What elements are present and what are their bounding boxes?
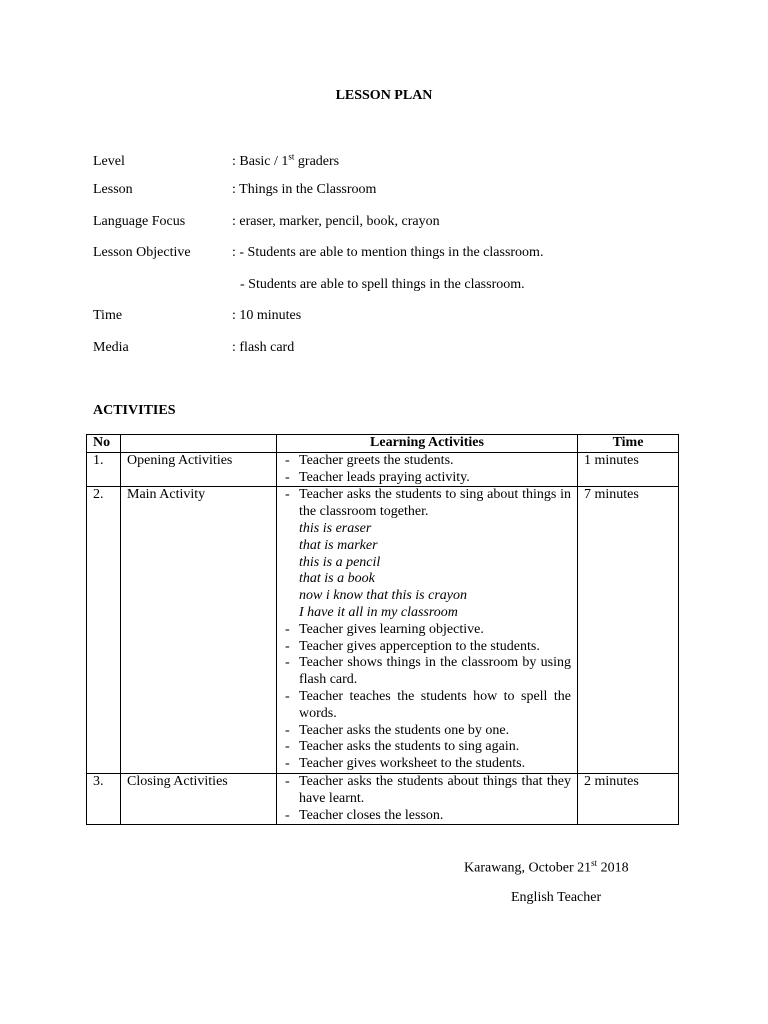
- activities-table: [86, 434, 679, 825]
- activity-item: - Teacher shows things in the classroom by using flash card.: [283, 655, 571, 689]
- objective-label: Lesson Objective: [93, 245, 191, 260]
- media-label: Media: [93, 340, 129, 355]
- header-stage: [121, 435, 277, 453]
- objective-value-1: : - Students are able to mention things in the classroom.: [232, 245, 544, 260]
- lyric-line: now i know that this is crayon: [299, 588, 467, 604]
- activity-item: - Teacher teaches the students how to spell the words.: [283, 689, 571, 723]
- activity-item: - Teacher asks the students to sing again.: [283, 739, 571, 756]
- focus-label: Language Focus: [93, 214, 186, 229]
- table-row: [87, 773, 679, 824]
- song-lyrics: [299, 521, 571, 622]
- objective-value-2: - Students are able to spell things in the classroom.: [240, 277, 525, 292]
- activity-item: - Teacher closes the lesson.: [283, 808, 571, 825]
- row-time: 2 minutes: [578, 773, 679, 824]
- header-time: Time: [578, 435, 679, 453]
- song-intro: Teacher asks the students to sing about things in the classroom together.: [299, 487, 571, 520]
- header-no: No: [87, 435, 121, 453]
- info-media: [93, 340, 294, 356]
- document-title: LESSON PLAN: [335, 88, 433, 103]
- level-value: : Basic / 1st graders: [232, 151, 340, 169]
- row-stage: Closing Activities: [121, 773, 277, 824]
- row-time: 7 minutes: [578, 487, 679, 774]
- row-activities: [277, 452, 578, 487]
- signer-role: English Teacher: [511, 890, 602, 905]
- row-number: 1.: [87, 452, 121, 487]
- lesson-label: Lesson: [93, 182, 133, 197]
- header-learning-activities: Learning Activities: [277, 435, 578, 453]
- info-level: [93, 151, 339, 170]
- activity-item: - Teacher leads praying activity.: [283, 470, 571, 487]
- row-activities: [277, 773, 578, 824]
- table-header-row: [87, 435, 679, 453]
- activity-item: - Teacher greets the students.: [283, 453, 571, 470]
- lyric-line: this is a pencil: [299, 554, 381, 570]
- activity-item: [283, 487, 571, 621]
- info-objective: [93, 245, 543, 261]
- activity-item: - Teacher asks the students one by one.: [283, 723, 571, 740]
- activity-item: - Teacher asks the students about things that they have learnt.: [283, 774, 571, 808]
- table-row: [87, 452, 679, 487]
- row-stage: Main Activity: [121, 487, 277, 774]
- lyric-line: I have it all in my classroom: [299, 604, 458, 620]
- activities-heading: ACTIVITIES: [93, 403, 176, 418]
- media-value: : flash card: [232, 340, 295, 355]
- lyric-line: that is marker: [299, 537, 378, 553]
- row-stage: Opening Activities: [121, 452, 277, 487]
- lyric-line: this is eraser: [299, 520, 372, 536]
- activity-item: - Teacher gives learning objective.: [283, 622, 571, 639]
- row-number: 3.: [87, 773, 121, 824]
- info-language-focus: [93, 214, 440, 230]
- activity-item: - Teacher gives apperception to the students.: [283, 639, 571, 656]
- row-time: 1 minutes: [578, 452, 679, 487]
- level-label: Level: [93, 153, 125, 169]
- table-row: [87, 487, 679, 774]
- place-date: Karawang, October 21st 2018: [464, 858, 629, 876]
- focus-value: : eraser, marker, pencil, book, crayon: [232, 214, 440, 229]
- row-number: 2.: [87, 487, 121, 774]
- lyric-line: that is a book: [299, 571, 375, 587]
- lesson-value: : Things in the Classroom: [232, 182, 377, 197]
- time-value: : 10 minutes: [232, 308, 302, 323]
- info-time: [93, 308, 301, 324]
- time-label: Time: [93, 308, 123, 323]
- activity-item: - Teacher gives worksheet to the students.: [283, 756, 571, 773]
- info-lesson: [93, 182, 376, 198]
- row-activities: [277, 487, 578, 774]
